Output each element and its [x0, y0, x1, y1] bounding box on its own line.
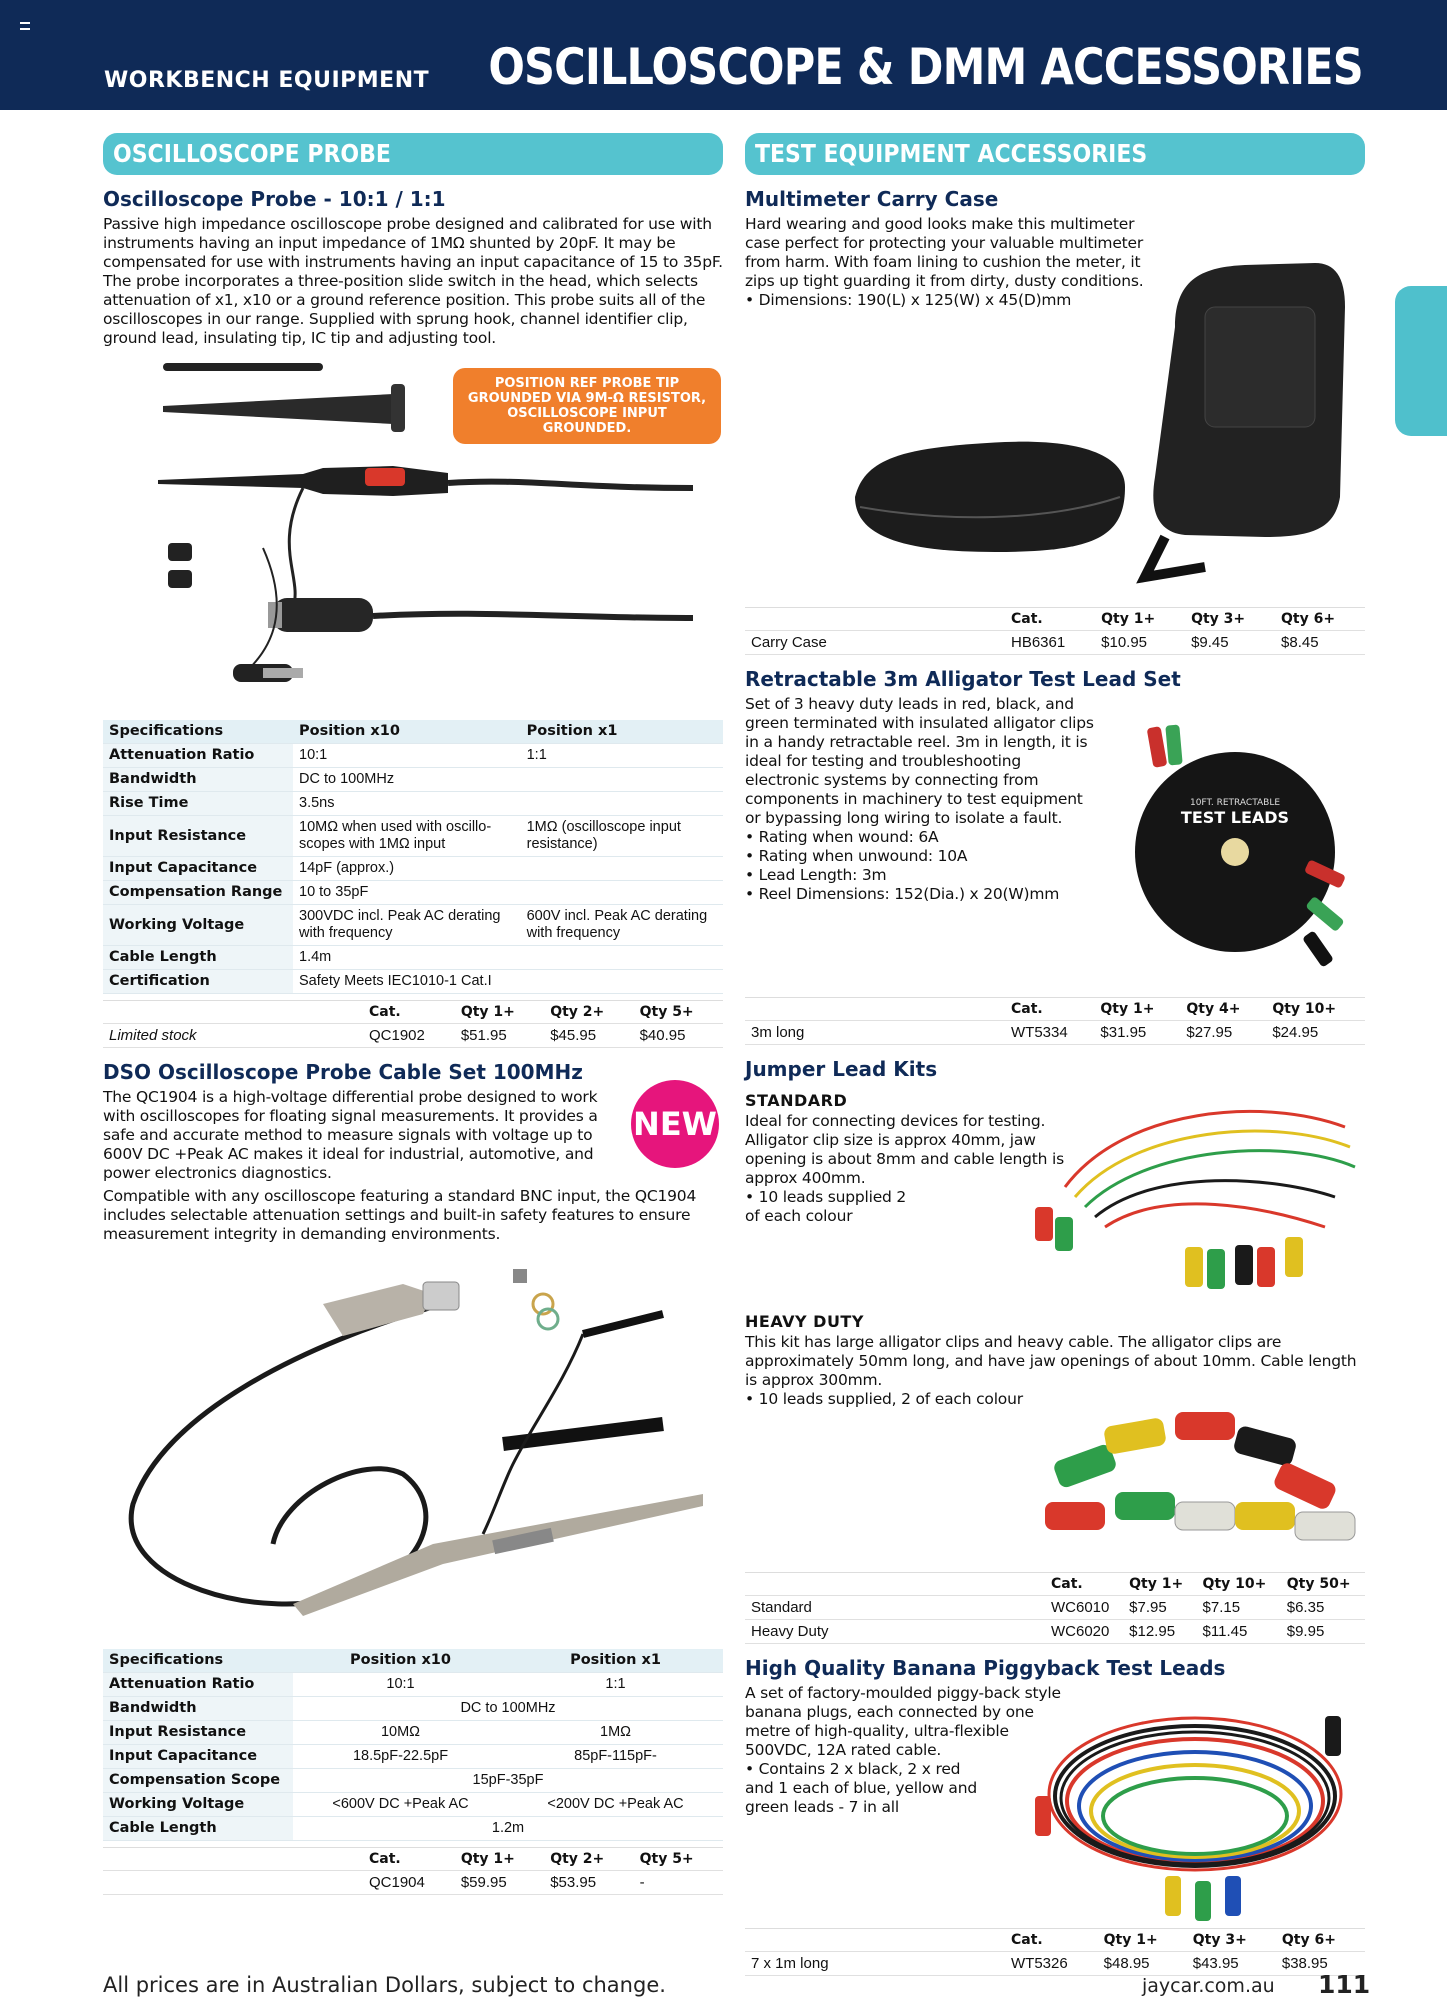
price-header-blank [103, 1001, 363, 1024]
spec-row [103, 744, 723, 768]
table-row [745, 631, 1365, 655]
spec-name: Working Voltage [103, 905, 293, 946]
row-label: Standard [745, 1596, 1045, 1620]
alligator-bullets [745, 828, 1095, 904]
price-header-qty1: Qty 1+ [1123, 1573, 1196, 1596]
price-qty1: $12.95 [1123, 1620, 1196, 1644]
spec-name: Input Resistance [103, 1721, 293, 1745]
price-header-row [745, 1573, 1365, 1596]
cat-number: WT5326 [1005, 1952, 1098, 1976]
spec-name: Input Capacitance [103, 857, 293, 881]
price-header-qty2: Qty 2+ [544, 1848, 633, 1871]
price-qty50: $6.35 [1281, 1596, 1365, 1620]
price-header-blank [745, 1929, 1005, 1952]
carry-case-price-table [745, 607, 1365, 655]
price-qty1: $31.95 [1094, 1021, 1180, 1045]
table-row [103, 1871, 723, 1895]
spec-row [103, 1745, 723, 1769]
section-label: WORKBENCH EQUIPMENT [104, 68, 430, 93]
cat-number: WC6020 [1045, 1620, 1123, 1644]
spec-row [103, 1817, 723, 1841]
cat-number: WC6010 [1045, 1596, 1123, 1620]
heavy-duty-description: This kit has large alligator clips and heavy cable. The alligator clips are approximately 50mm long, and have jaw openings of about 10mm. Cable length is approx 300mm. [745, 1333, 1357, 1389]
dso-spec-table [103, 1649, 723, 1841]
banana-section [745, 1656, 1365, 1928]
price-qty1: $48.95 [1098, 1952, 1187, 1976]
alligator-section [745, 667, 1365, 997]
list-item: • 10 leads supplied 2 of each colour [745, 1188, 925, 1226]
spec-value-x10: DC to 100MHz [293, 768, 521, 792]
website-link[interactable]: jaycar.com.au [1142, 1975, 1275, 1997]
price-header-row [745, 998, 1365, 1021]
spec-row [103, 857, 723, 881]
alligator-reel-illustration [1105, 707, 1365, 997]
spec-value-x10: Safety Meets IEC1010-1 Cat.I [293, 970, 521, 994]
spec-value: 1.2m [293, 1817, 723, 1841]
price-header-qty10: Qty 10+ [1197, 1573, 1281, 1596]
dso-title: DSO Oscilloscope Probe Cable Set 100MHz [103, 1060, 583, 1084]
carry-case-description: Hard wearing and good looks make this multimeter case perfect for protecting your valuable multimeter from harm. With foam lining to cushion the meter, it zips up tight guarding it from dirty, dusty conditions. [745, 215, 1144, 290]
spec-header-x10: Position x10 [293, 1649, 508, 1673]
alligator-price-table [745, 997, 1365, 1045]
spec-value-x1 [521, 857, 723, 881]
price-header-cat: Cat. [363, 1001, 455, 1024]
list-item: • Rating when unwound: 10A [745, 847, 1095, 866]
price-qty2: $45.95 [544, 1024, 633, 1048]
price-header-qty1: Qty 1+ [1095, 608, 1185, 631]
list-item: • Contains 2 x black, 2 x red and 1 each of blue, yellow and green leads - 7 in all [745, 1760, 985, 1817]
spec-header-row [103, 720, 723, 744]
spec-value: DC to 100MHz [293, 1697, 723, 1721]
spec-value-x10: 14pF (approx.) [293, 857, 521, 881]
price-qty1: $51.95 [455, 1024, 544, 1048]
probe-image [103, 348, 723, 720]
table-row [745, 1620, 1365, 1644]
row-label: 3m long [745, 1021, 1005, 1045]
carry-case-title: Multimeter Carry Case [745, 187, 999, 211]
spec-row [103, 905, 723, 946]
dso-description-1: The QC1904 is a high-voltage differential probe designed to work with oscilloscopes for floating signal measurements. It provides a safe and accurate method to measure signals with voltage up to 600V DC +Peak AC makes it ideal for industrial, automotive, and power electronics diagnostics. [103, 1088, 598, 1182]
spec-name: Cable Length [103, 1817, 293, 1841]
table-row [745, 1952, 1365, 1976]
reel-label: TEST LEADS [1180, 808, 1290, 827]
stock-note: Limited stock [103, 1024, 363, 1048]
table-row [745, 1596, 1365, 1620]
price-header-row [745, 1929, 1365, 1952]
price-note: All prices are in Australian Dollars, subject to change. [103, 1973, 666, 1997]
price-header-blank [745, 1573, 1045, 1596]
new-badge: NEW [631, 1080, 719, 1168]
price-qty4: $27.95 [1180, 1021, 1266, 1045]
spec-value-x1: 1:1 [521, 744, 723, 768]
spec-value-x1: 1MΩ [508, 1721, 723, 1745]
spec-value-x1: 85pF-115pF- [508, 1745, 723, 1769]
spec-value-x10: 18.5pF-22.5pF [293, 1745, 508, 1769]
oscilloscope-probe-banner: OSCILLOSCOPE PROBE [103, 133, 723, 175]
price-qty50: $9.95 [1281, 1620, 1365, 1644]
spec-value-x10: 1.4m [293, 946, 521, 970]
probe-title: Oscilloscope Probe - 10:1 / 1:1 [103, 187, 446, 211]
banana-price-table [745, 1928, 1365, 1976]
price-header-qty1: Qty 1+ [455, 1001, 544, 1024]
dso-probe-illustration [103, 1244, 723, 1649]
spec-row [103, 816, 723, 857]
spec-name: Rise Time [103, 792, 293, 816]
list-item: • Lead Length: 3m [745, 866, 1095, 885]
spec-row [103, 768, 723, 792]
heavy-duty-jumper-illustration [1025, 1382, 1365, 1567]
price-header-blank [103, 1848, 363, 1871]
price-header-qty5: Qty 5+ [634, 1848, 723, 1871]
cat-number: QC1902 [363, 1024, 455, 1048]
spec-value-x1 [521, 792, 723, 816]
spec-row [103, 1721, 723, 1745]
price-qty10: $11.45 [1197, 1620, 1281, 1644]
spec-value-x10: 3.5ns [293, 792, 521, 816]
spec-value-x10: <600V DC +Peak AC [293, 1793, 508, 1817]
price-qty6: $38.95 [1276, 1952, 1365, 1976]
spec-name: Input Capacitance [103, 1745, 293, 1769]
price-header-blank [745, 998, 1005, 1021]
dso-price-table [103, 1847, 723, 1895]
price-qty5: $40.95 [634, 1024, 723, 1048]
price-header-qty3: Qty 3+ [1187, 1929, 1276, 1952]
spec-row [103, 792, 723, 816]
price-qty10: $24.95 [1266, 1021, 1365, 1045]
reel-label-top: 10FT. RETRACTABLE [1189, 798, 1281, 808]
spec-value-x1 [521, 970, 723, 994]
spec-header-row [103, 1649, 723, 1673]
price-header-qty10: Qty 10+ [1266, 998, 1365, 1021]
price-header-qty4: Qty 4+ [1180, 998, 1266, 1021]
price-qty1: $7.95 [1123, 1596, 1196, 1620]
standard-description: Ideal for connecting devices for testing. Alligator clip size is approx 40mm, jaw opening is about 8mm and cable length is approx 400mm. [745, 1112, 1064, 1187]
price-qty1: $59.95 [455, 1871, 544, 1895]
banana-title: High Quality Banana Piggyback Test Leads [745, 1656, 1226, 1680]
jumper-title: Jumper Lead Kits [745, 1057, 938, 1081]
price-header-cat: Cat. [363, 1848, 455, 1871]
price-header-row [745, 608, 1365, 631]
price-header-row [103, 1001, 723, 1024]
row-label [103, 1871, 363, 1895]
dso-description-2: Compatible with any oscilloscope featuring a standard BNC input, the QC1904 includes selectable attenuation settings and built-in safety features to ensure measurement integrity in demanding environments. [103, 1187, 697, 1243]
spec-name: Bandwidth [103, 768, 293, 792]
probe-price-table [103, 1000, 723, 1048]
page-header [0, 0, 1447, 110]
spec-row [103, 881, 723, 905]
test-equipment-banner: TEST EQUIPMENT ACCESSORIES [745, 133, 1365, 175]
spec-value-x1: <200V DC +Peak AC [508, 1793, 723, 1817]
spec-value-x1: 1:1 [508, 1673, 723, 1697]
jumper-section [745, 1057, 1365, 1572]
heavy-duty-heading: HEAVY DUTY [745, 1312, 864, 1331]
list-item: • Dimensions: 190(L) x 125(W) x 45(D)mm [745, 291, 1145, 310]
price-header-cat: Cat. [1045, 1573, 1123, 1596]
spec-header-x1: Position x1 [508, 1649, 723, 1673]
spec-value-x10: 10MΩ when used with oscillo-scopes with 1MΩ input [293, 816, 521, 857]
position-ref-callout: POSITION REF PROBE TIP GROUNDED VIA 9M-Ω RESISTOR, OSCILLOSCOPE INPUT GROUNDED. [453, 368, 721, 444]
spec-value-x1: 1MΩ (oscilloscope input resistance) [521, 816, 723, 857]
standard-bullets [745, 1188, 925, 1226]
spec-value-x1 [521, 881, 723, 905]
spec-value-x1: 600V incl. Peak AC derating with frequency [521, 905, 723, 946]
table-row [103, 1024, 723, 1048]
price-qty2: $53.95 [544, 1871, 633, 1895]
spec-value-x10: 10:1 [293, 1673, 508, 1697]
price-header-qty50: Qty 50+ [1281, 1573, 1365, 1596]
price-header-qty1: Qty 1+ [1094, 998, 1180, 1021]
standard-heading: STANDARD [745, 1091, 848, 1110]
spec-value-x10: 300VDC incl. Peak AC derating with frequency [293, 905, 521, 946]
spec-row [103, 970, 723, 994]
spec-name: Attenuation Ratio [103, 744, 293, 768]
spec-row [103, 1769, 723, 1793]
price-header-qty1: Qty 1+ [455, 1848, 544, 1871]
banana-leads-illustration [1025, 1676, 1365, 1926]
spec-value-x10: 10:1 [293, 744, 521, 768]
probe-description: Passive high impedance oscilloscope probe designed and calibrated for use with instruments having an input impedance of 1MΩ shunted by 20pF. It may be compensated for use with instruments having an input capacitance of 15 to 35pF. The probe incorporates a three-position slide switch in the head, which selects attenuation of x1, x10 or a ground reference position. This probe suits all of the oscilloscopes in our range. Supplied with sprung hook, channel identifier clip, ground lead, insulating tip, IC tip and adjusting tool. [103, 215, 723, 347]
carry-case-illustration [845, 247, 1365, 597]
spec-name: Input Resistance [103, 816, 293, 857]
spec-row [103, 1697, 723, 1721]
spec-row [103, 946, 723, 970]
standard-jumper-illustration [1025, 1087, 1365, 1297]
price-header-cat: Cat. [1005, 608, 1095, 631]
spec-name: Bandwidth [103, 1697, 293, 1721]
probe-spec-table [103, 720, 723, 994]
spec-name: Compensation Range [103, 881, 293, 905]
list-item: • 10 leads supplied, 2 of each colour [745, 1390, 1365, 1409]
row-label: 7 x 1m long [745, 1952, 1005, 1976]
price-header-cat: Cat. [1005, 998, 1094, 1021]
page-number: 111 [1318, 1970, 1371, 1999]
price-header-qty2: Qty 2+ [544, 1001, 633, 1024]
spec-name: Compensation Scope [103, 1769, 293, 1793]
left-column [103, 133, 723, 1895]
list-item: • Rating when wound: 6A [745, 828, 1095, 847]
spec-header-x1: Position x1 [521, 720, 723, 744]
jumper-price-table [745, 1572, 1365, 1644]
price-header-qty6: Qty 6+ [1275, 608, 1365, 631]
spec-name: Attenuation Ratio [103, 1673, 293, 1697]
price-header-qty6: Qty 6+ [1276, 1929, 1365, 1952]
price-qty10: $7.15 [1197, 1596, 1281, 1620]
price-header-qty5: Qty 5+ [634, 1001, 723, 1024]
alligator-description: Set of 3 heavy duty leads in red, black, and green terminated with insulated alligator clips in a handy retractable reel. 3m in length, it is ideal for testing and troubleshooting electronic systems by connecting from components in machinery to test equipment or bypassing long wiring to isolate a fault. [745, 695, 1094, 827]
price-header-qty1: Qty 1+ [1098, 1929, 1187, 1952]
side-tab[interactable] [1395, 286, 1447, 436]
price-qty3: $9.45 [1185, 631, 1275, 655]
spec-value-x1 [521, 946, 723, 970]
dso-image [103, 1244, 723, 1649]
menu-icon[interactable] [20, 22, 30, 30]
cat-number: QC1904 [363, 1871, 455, 1895]
carry-case-section [745, 187, 1365, 607]
price-header-qty3: Qty 3+ [1185, 608, 1275, 631]
page-title: OSCILLOSCOPE & DMM ACCESSORIES [488, 38, 1363, 96]
price-qty3: $43.95 [1187, 1952, 1276, 1976]
spec-header-x10: Position x10 [293, 720, 521, 744]
table-row [745, 1021, 1365, 1045]
cat-number: WT5334 [1005, 1021, 1094, 1045]
alligator-title: Retractable 3m Alligator Test Lead Set [745, 667, 1181, 691]
right-column [745, 133, 1365, 1976]
price-header-cat: Cat. [1005, 1929, 1098, 1952]
spec-name: Cable Length [103, 946, 293, 970]
spec-value-x1 [521, 768, 723, 792]
dso-section [103, 1060, 723, 1244]
spec-row [103, 1793, 723, 1817]
price-qty5: - [634, 1871, 723, 1895]
price-qty1: $10.95 [1095, 631, 1185, 655]
spec-header-name: Specifications [103, 720, 293, 744]
list-item: • Reel Dimensions: 152(Dia.) x 20(W)mm [745, 885, 1095, 904]
spec-value-x10: 10 to 35pF [293, 881, 521, 905]
spec-row [103, 1673, 723, 1697]
spec-header-name: Specifications [103, 1649, 293, 1673]
row-label: Heavy Duty [745, 1620, 1045, 1644]
row-label: Carry Case [745, 631, 1005, 655]
cat-number: HB6361 [1005, 631, 1095, 655]
price-header-blank [745, 608, 1005, 631]
banana-bullets [745, 1760, 985, 1817]
price-header-row [103, 1848, 723, 1871]
spec-name: Certification [103, 970, 293, 994]
spec-value-x10: 10MΩ [293, 1721, 508, 1745]
price-qty6: $8.45 [1275, 631, 1365, 655]
banana-description: A set of factory-moulded piggy-back style banana plugs, each connected by one metre of high-quality, ultra-flexible 500VDC, 12A rated cable. [745, 1684, 1061, 1759]
spec-name: Working Voltage [103, 1793, 293, 1817]
spec-value: 15pF-35pF [293, 1769, 723, 1793]
